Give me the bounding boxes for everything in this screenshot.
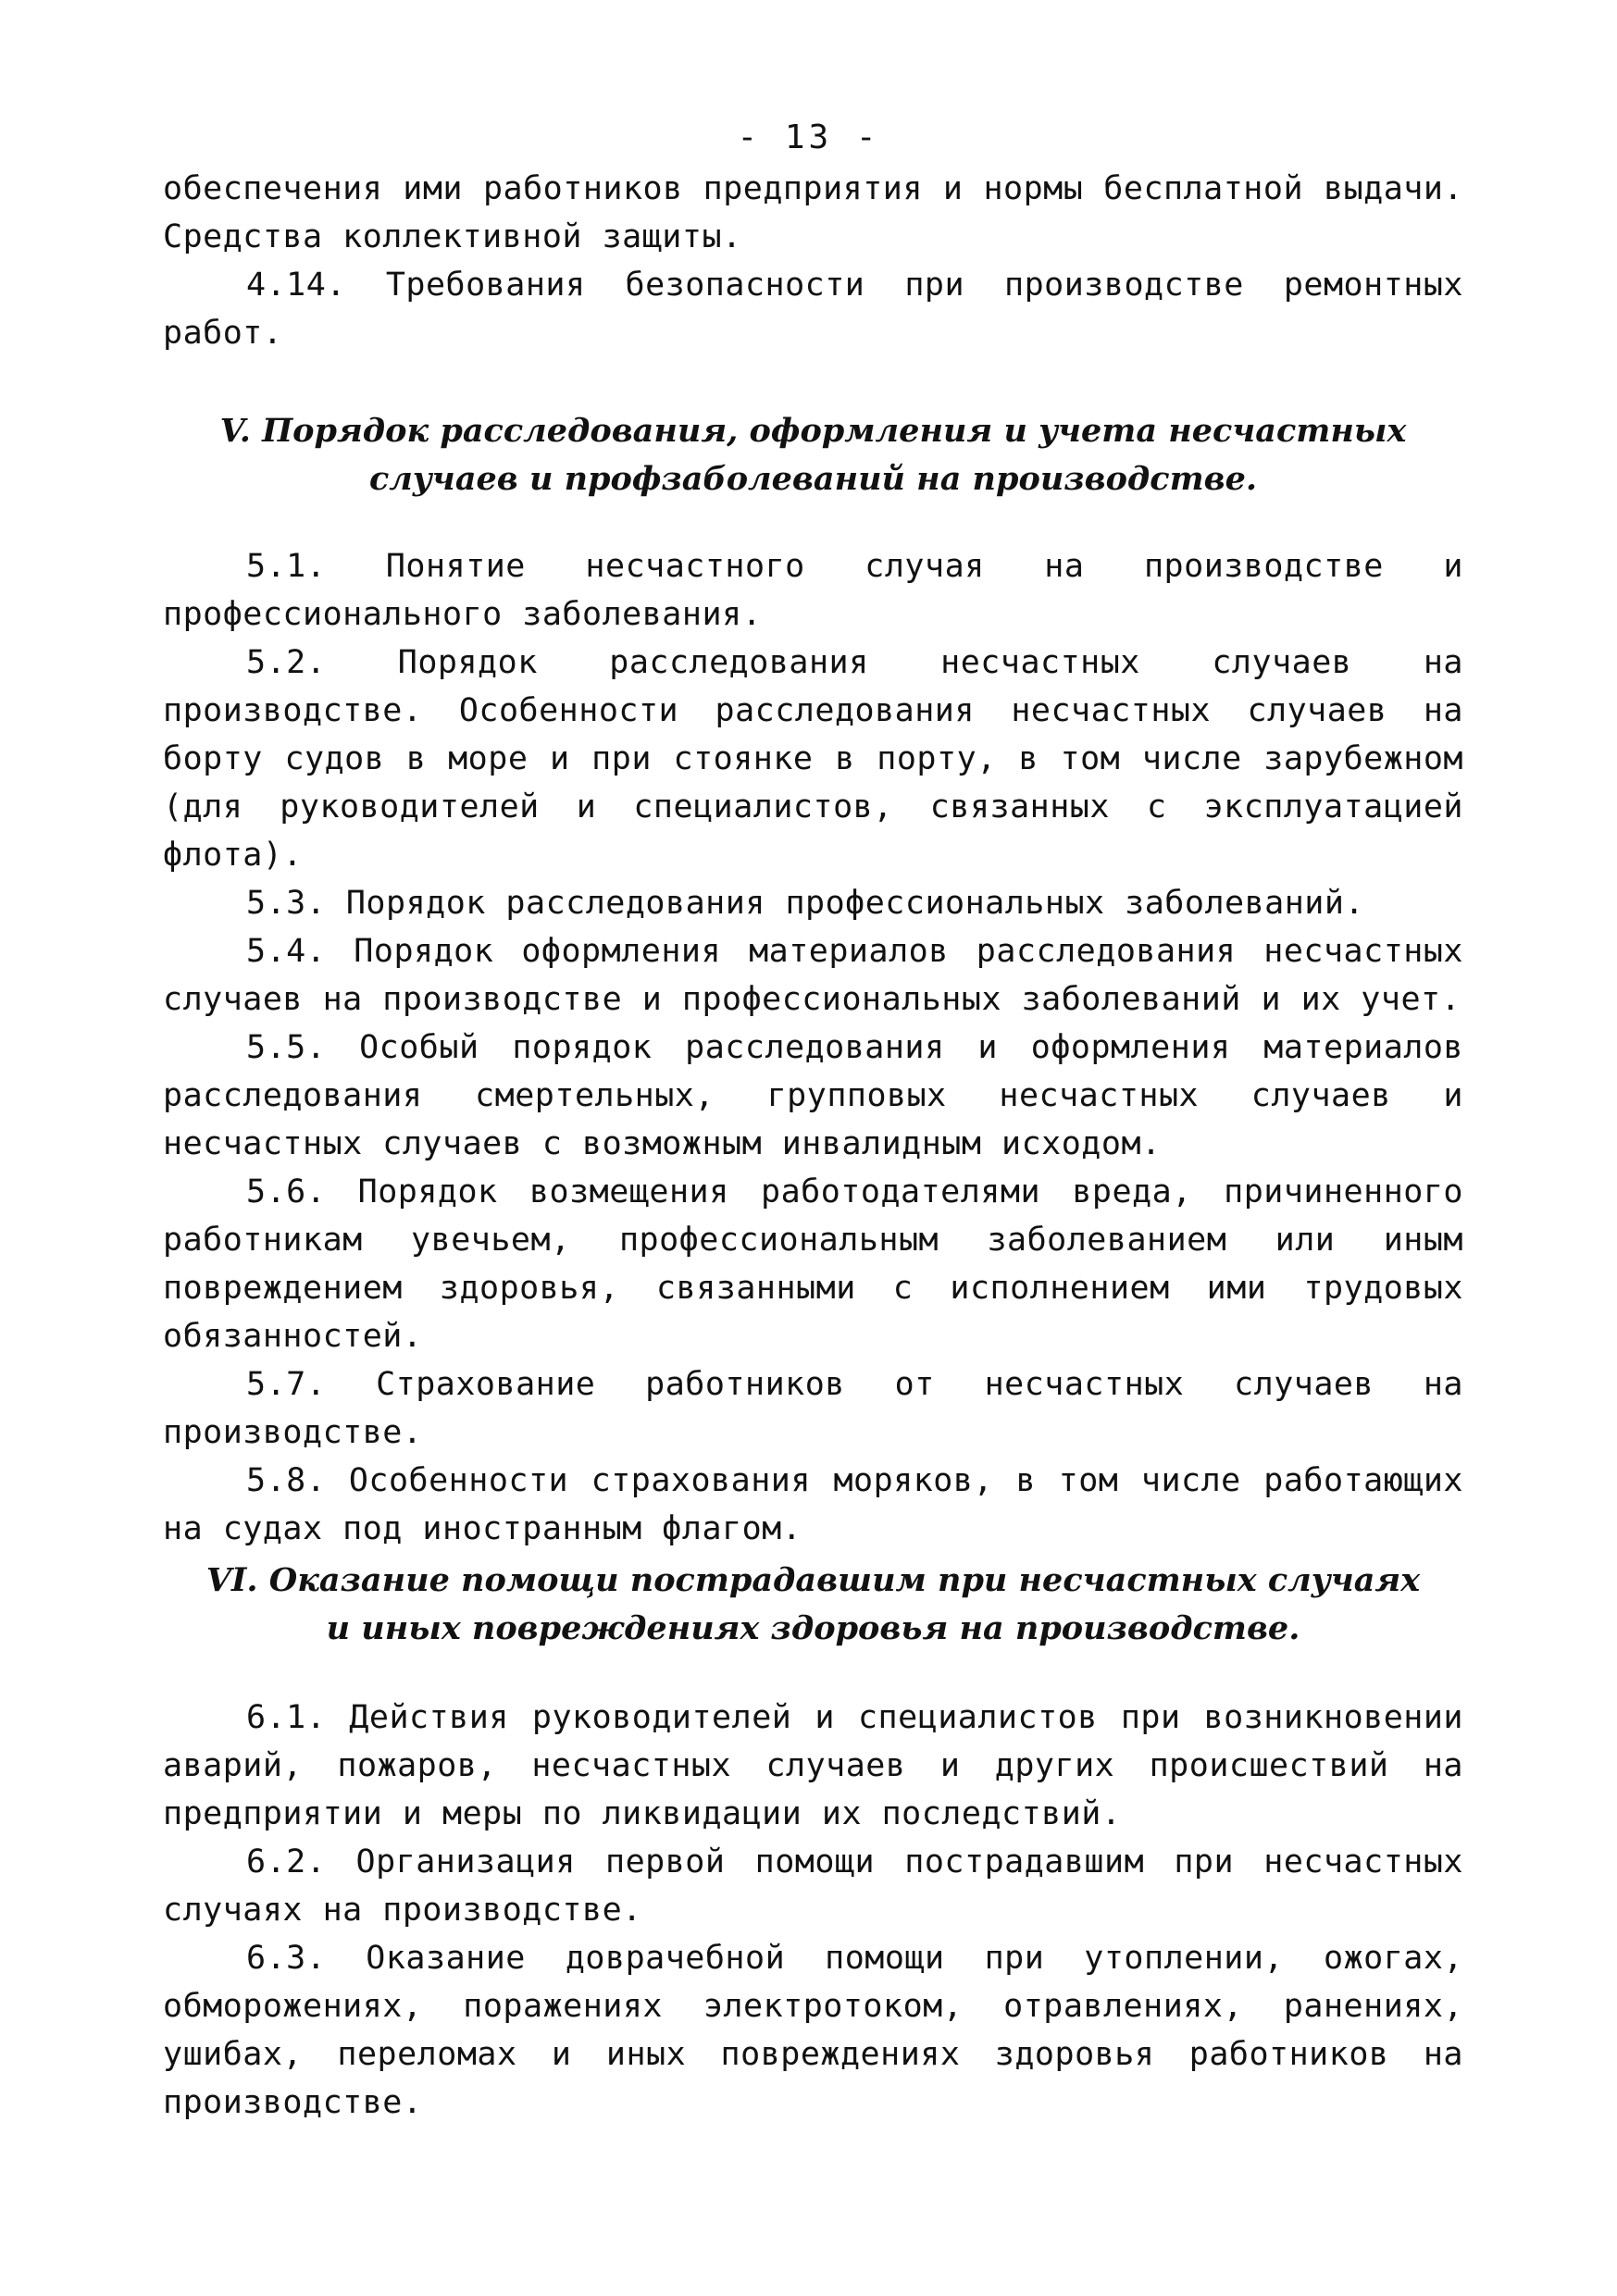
item-6-3: 6.3. Оказание доврачебной помощи при утоплении, ожогах, обморожениях, поражениях электротоком, отравлениях, ранениях, ушибах, переломах и иных повреждениях здоровья работников на производстве.	[163, 1940, 1463, 2121]
item-6-1: 6.1. Действия руководителей и специалистов при возникновении аварий, пожаров, несчастных случаев и других происшествий на предприятии и меры по ликвидации их последствий.	[163, 1699, 1463, 1832]
item-5-4: 5.4. Порядок оформления материалов расследования несчастных случаев на производстве и профессиональных заболеваний и их учет.	[163, 933, 1463, 1018]
section-5-heading: V. Порядок расследования, оформления и учета несчастных случаев и профзаболеваний на производстве.	[219, 412, 1407, 498]
item-5-2: 5.2. Порядок расследования несчастных случаев на производстве. Особенности расследования несчастных случаев на борту судов в море и при стоянке в порту, в том числе зарубежном (для руководителей и специалистов, связанных с эксплуатацией флота).	[163, 644, 1463, 874]
item-6-2: 6.2. Организация первой помощи пострадавшим при несчастных случаях на производстве.	[163, 1843, 1463, 1929]
paragraph-4-14: 4.14. Требования безопасности при производстве ремонтных работ.	[163, 267, 1463, 352]
item-5-3: 5.3. Порядок расследования профессиональных заболеваний.	[246, 885, 1365, 922]
paragraph-protective-equipment: обеспечения ими работников предприятия и нормы бесплатной выдачи. Средства коллективной защиты.	[163, 170, 1463, 255]
section-6-list	[163, 1694, 1463, 2127]
page-number: - 13 -	[737, 118, 880, 156]
section-6-heading: VI. Оказание помощи пострадавшим при несчастных случаях и иных повреждениях здоровья на производстве.	[205, 1561, 1421, 1647]
section-5-list	[163, 542, 1463, 1553]
item-5-5: 5.5. Особый порядок расследования и оформления материалов расследования смертельных, групповых несчастных случаев и несчастных случаев с возможным инвалидным исходом.	[163, 1029, 1463, 1162]
item-5-6: 5.6. Порядок возмещения работодателями вреда, причиненного работникам увечьем, профессиональным заболеванием или иным повреждением здоровья, связанными с исполнением ими трудовых обязанностей.	[163, 1173, 1463, 1355]
item-5-1: 5.1. Понятие несчастного случая на производстве и профессионального заболевания.	[163, 548, 1463, 633]
item-5-7: 5.7. Страхование работников от несчастных случаев на производстве.	[163, 1366, 1463, 1451]
item-5-8: 5.8. Особенности страхования моряков, в том числе работающих на судах под иностранным флагом.	[163, 1462, 1463, 1547]
